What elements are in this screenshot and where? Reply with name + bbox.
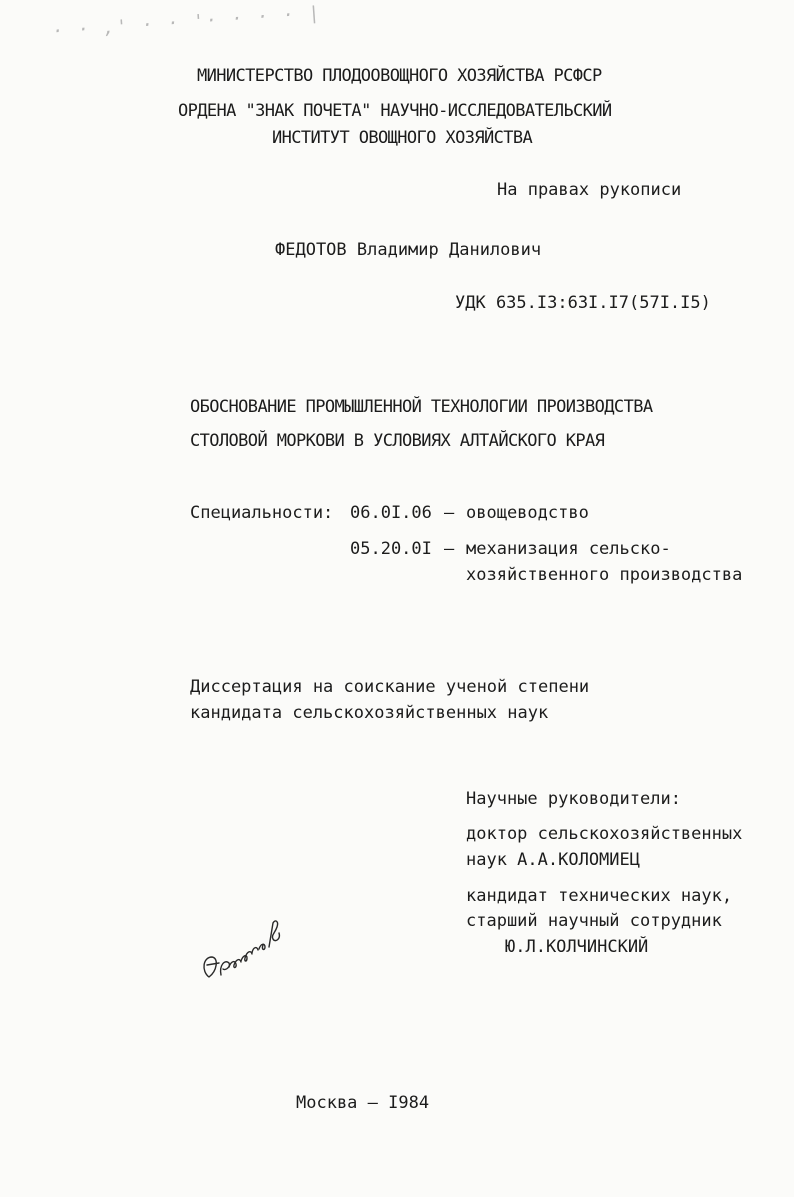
udc-code: УДК 635.I3:63I.I7(57I.I5) (455, 293, 711, 313)
specialty-code: 05.20.0I (350, 539, 432, 559)
supervisor1-line1: доктор сельскохозяйственных (466, 824, 743, 844)
ministry-heading: МИНИСТЕРСТВО ПЛОДООВОЩНОГО ХОЗЯЙСТВА РСФСР (197, 66, 602, 86)
institute-heading-line1: ОРДЕНА "ЗНАК ПОЧЕТА" НАУЧНО-ИССЛЕДОВАТЕЛЬСКИЙ (178, 101, 612, 121)
dissertation-line2: кандидата сельскохозяйственных наук (190, 703, 549, 723)
supervisor2-name: Ю.Л.КОЛЧИНСКИЙ (505, 937, 649, 957)
specialty-name: механизация сельско- (466, 539, 671, 559)
institute-heading-line2: ИНСТИТУТ ОВОЩНОГО ХОЗЯЙСТВА (272, 128, 533, 148)
manuscript-note: На правах рукописи (497, 180, 682, 200)
author-name: ФЕДОТОВ Владимир Данилович (275, 240, 542, 260)
specialty-dash: – (444, 503, 455, 523)
specialty-name-continued: хозяйственного производства (466, 565, 743, 585)
supervisor2-line2: старший научный сотрудник (466, 911, 722, 931)
specialty-name: овощеводство (466, 503, 589, 523)
supervisor1-line2: наук А.А.КОЛОМИЕЦ (466, 850, 640, 870)
handwritten-signature (195, 905, 295, 995)
supervisors-heading: Научные руководители: (466, 789, 681, 809)
place-and-year: Москва – I984 (296, 1093, 430, 1113)
title-line2: СТОЛОВОЙ МОРКОВИ В УСЛОВИЯХ АЛТАЙСКОГО КРАЯ (190, 431, 605, 451)
specialty-code: 06.0I.06 (350, 503, 432, 523)
supervisor2-line1: кандидат технических наук, (466, 886, 733, 906)
dissertation-line1: Диссертация на соискание ученой степени (190, 677, 590, 697)
scan-mark: · · ,' · · '· · · · | (51, 2, 322, 43)
specialty-dash: – (444, 539, 455, 559)
title-line1: ОБОСНОВАНИЕ ПРОМЫШЛЕННОЙ ТЕХНОЛОГИИ ПРОИЗВОДСТВА (190, 397, 653, 417)
specialties-label: Специальности: (190, 503, 334, 523)
